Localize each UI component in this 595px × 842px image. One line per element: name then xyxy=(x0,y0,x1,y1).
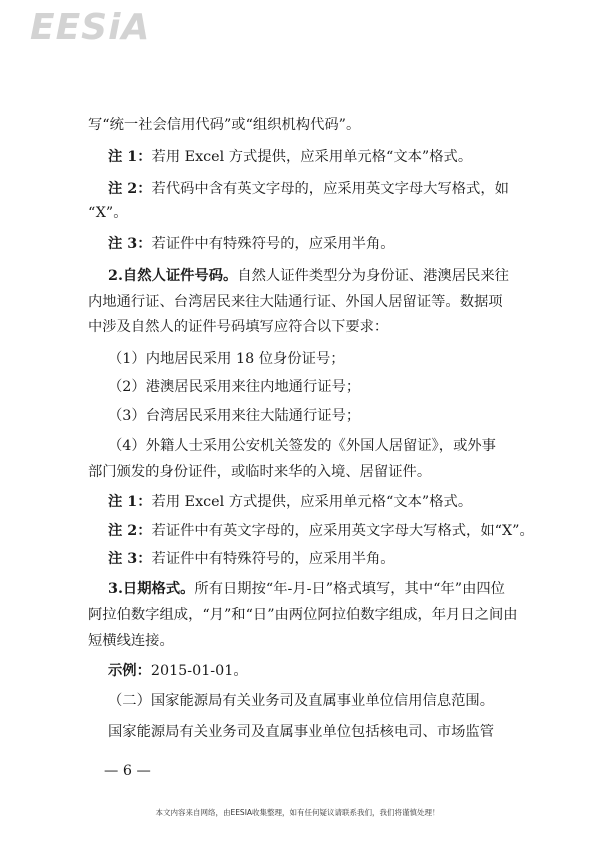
logo: EESiA xyxy=(30,7,151,48)
body-line-18: 阿拉伯数字组成，“月”和“日”由两位阿拉伯数字组成，年月日之间由 xyxy=(88,607,518,623)
body-line-4: “X”。 xyxy=(88,205,128,221)
note-1-line: 注 1：若用 Excel 方式提供，应采用单元格“文本”格式。 xyxy=(108,149,473,165)
subsection-heading-line: （二）国家能源局有关业务司及直属事业单位信用信息范围。 xyxy=(108,693,495,709)
note-2-line: 注 2：若代码中含有英文字母的，应采用英文字母大写格式，如 xyxy=(108,181,509,197)
section-2-heading-line: 2.自然人证件号码。自然人证件类型分为身份证、港澳居民来往 xyxy=(108,268,509,284)
note-3-line: 注 3：若证件中有特殊符号的，应采用半角。 xyxy=(108,236,395,252)
body-line-1: 写“统一社会信用代码”或“组织机构代码”。 xyxy=(88,117,361,133)
body-line-7: 内地通行证、台湾居民来往大陆通行证、外国人居留证等。数据项 xyxy=(88,294,503,310)
body-line-19: 短横线连接。 xyxy=(88,633,174,649)
body-line-22: 国家能源局有关业务司及直属事业单位包括核电司、市场监管 xyxy=(108,724,495,740)
list-item-3: （3）台湾居民采用来往大陆通行证号； xyxy=(108,408,361,424)
note-3-line-b: 注 3：若证件中有特殊符号的，应采用半角。 xyxy=(108,551,395,567)
note-1-line-b: 注 1：若用 Excel 方式提供，应采用单元格“文本”格式。 xyxy=(108,494,473,510)
list-item-1: （1）内地居民采用 18 位身份证号； xyxy=(108,351,345,367)
page-number: — 6 — xyxy=(104,763,151,779)
list-item-4: （4）外籍人士采用公安机关签发的《外国人居留证》，或外事 xyxy=(108,438,496,454)
section-3-heading-line: 3.日期格式。所有日期按“年-月-日”格式填写，其中“年”由四位 xyxy=(108,581,505,597)
note-2-line-b: 注 2：若证件中有英文字母的，应采用英文字母大写格式，如“X”。 xyxy=(108,523,534,539)
list-item-2: （2）港澳居民采用来往内地通行证号； xyxy=(108,379,361,395)
body-line-8: 中涉及自然人的证件号码填写应符合以下要求： xyxy=(88,319,389,335)
footer-disclaimer: 本文内容来自网络，由EESIA收集整理，如有任何疑议请联系我们，我们将谨慎处理！ xyxy=(155,808,440,817)
example-line: 示例：2015-01-01。 xyxy=(108,663,248,679)
body-line-13: 部门颁发的身份证件，或临时来华的入境、居留证件。 xyxy=(88,464,432,480)
